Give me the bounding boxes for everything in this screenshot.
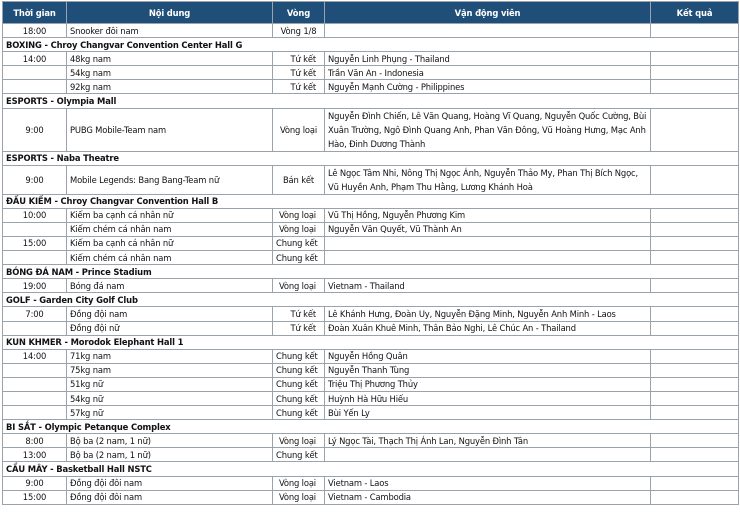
section-title: ESPORTS - Olympia Mall xyxy=(3,94,739,108)
cell-result xyxy=(651,80,739,94)
table-row xyxy=(3,490,739,504)
cell-time: 13:00 xyxy=(3,448,67,462)
table-row xyxy=(3,349,739,363)
header-result: Kết quả xyxy=(651,2,739,24)
cell-time xyxy=(3,363,67,377)
cell-time xyxy=(3,80,67,94)
cell-content: Kiếm ba cạnh cá nhân nữ xyxy=(67,208,273,222)
table-row xyxy=(3,208,739,222)
cell-athletes: Lê Ngọc Tâm Nhi, Nông Thị Ngọc Ánh, Nguyễn Thảo My, Phan Thị Bích Ngọc, Vũ Huyền Anh, Phạm Thu Hằng, Lương Khánh Hoà xyxy=(325,165,651,194)
cell-athletes: Lê Khánh Hưng, Đoàn Uy, Nguyễn Đặng Minh, Nguyễn Anh Minh - Laos xyxy=(325,307,651,321)
cell-time xyxy=(3,406,67,420)
section-title: ĐẤU KIẾM - Chroy Changvar Convention Hall B xyxy=(3,194,739,208)
header-row xyxy=(3,2,739,24)
cell-result xyxy=(651,391,739,405)
section-title: BI SẮT - Olympic Petanque Complex xyxy=(3,420,739,434)
cell-round: Tứ kết xyxy=(273,307,325,321)
section-title: BOXING - Chroy Changvar Convention Center Hall G xyxy=(3,38,739,52)
cell-time: 8:00 xyxy=(3,434,67,448)
table-row xyxy=(3,476,739,490)
cell-content: 71kg nam xyxy=(67,349,273,363)
cell-result xyxy=(651,321,739,335)
cell-athletes xyxy=(325,251,651,265)
cell-time: 18:00 xyxy=(3,24,67,38)
cell-round: Tứ kết xyxy=(273,52,325,66)
table-row xyxy=(3,222,739,236)
cell-round: Tứ kết xyxy=(273,66,325,80)
cell-result xyxy=(651,476,739,490)
cell-athletes: Bùi Yến Ly xyxy=(325,406,651,420)
cell-result xyxy=(651,363,739,377)
cell-result xyxy=(651,251,739,265)
table-row xyxy=(3,279,739,293)
table-row xyxy=(3,80,739,94)
cell-time: 19:00 xyxy=(3,279,67,293)
table-row xyxy=(3,321,739,335)
cell-time: 10:00 xyxy=(3,208,67,222)
cell-time: 14:00 xyxy=(3,349,67,363)
cell-round: Chung kết xyxy=(273,377,325,391)
cell-content: Snooker đôi nam xyxy=(67,24,273,38)
cell-athletes: Nguyễn Văn Quyết, Vũ Thành An xyxy=(325,222,651,236)
cell-result xyxy=(651,349,739,363)
cell-content: 92kg nam xyxy=(67,80,273,94)
cell-athletes xyxy=(325,448,651,462)
table-row xyxy=(3,52,739,66)
cell-round: Vòng loại xyxy=(273,490,325,504)
cell-athletes: Huỳnh Hà Hữu Hiếu xyxy=(325,391,651,405)
cell-athletes xyxy=(325,236,651,250)
cell-content: 57kg nữ xyxy=(67,406,273,420)
header-round: Vòng xyxy=(273,2,325,24)
cell-athletes: Vietnam - Cambodia xyxy=(325,490,651,504)
cell-time xyxy=(3,222,67,236)
section-row xyxy=(3,420,739,434)
section-row xyxy=(3,462,739,476)
cell-athletes: Nguyễn Đình Chiến, Lê Văn Quang, Hoàng Vĩ Quang, Nguyễn Quốc Cường, Bùi Xuân Trường, Ngô Đình Quang Anh, Phan Văn Đông, Vũ Hoàng Hưng, Mạc Anh Hào, Đinh Dương Thành xyxy=(325,108,651,151)
cell-round: Tứ kết xyxy=(273,80,325,94)
schedule-table xyxy=(2,1,739,505)
cell-result xyxy=(651,236,739,250)
cell-result xyxy=(651,307,739,321)
cell-result xyxy=(651,434,739,448)
cell-content: Kiếm chém cá nhân nam xyxy=(67,251,273,265)
cell-result xyxy=(651,108,739,151)
cell-time xyxy=(3,377,67,391)
cell-athletes: Nguyễn Thanh Tùng xyxy=(325,363,651,377)
cell-round: Chung kết xyxy=(273,448,325,462)
cell-round: Vòng loại xyxy=(273,434,325,448)
cell-time: 14:00 xyxy=(3,52,67,66)
cell-result xyxy=(651,406,739,420)
cell-athletes xyxy=(325,24,651,38)
cell-round: Vòng loại xyxy=(273,108,325,151)
cell-round: Tứ kết xyxy=(273,321,325,335)
cell-result xyxy=(651,165,739,194)
section-title: CẦU MÂY - Basketball Hall NSTC xyxy=(3,462,739,476)
cell-content: Mobile Legends: Bang Bang-Team nữ xyxy=(67,165,273,194)
cell-athletes: Triệu Thị Phương Thủy xyxy=(325,377,651,391)
section-row xyxy=(3,335,739,349)
cell-result xyxy=(651,24,739,38)
cell-round: Chung kết xyxy=(273,236,325,250)
cell-round: Vòng loại xyxy=(273,279,325,293)
cell-content: Bộ ba (2 nam, 1 nữ) xyxy=(67,448,273,462)
section-title: ESPORTS - Naba Theatre xyxy=(3,151,739,165)
table-row xyxy=(3,165,739,194)
cell-time xyxy=(3,66,67,80)
cell-round: Chung kết xyxy=(273,349,325,363)
cell-content: Kiếm ba cạnh cá nhân nữ xyxy=(67,236,273,250)
cell-time: 9:00 xyxy=(3,476,67,490)
section-row xyxy=(3,151,739,165)
cell-athletes: Vũ Thị Hồng, Nguyễn Phương Kim xyxy=(325,208,651,222)
cell-time xyxy=(3,251,67,265)
table-row xyxy=(3,391,739,405)
cell-athletes: Vietnam - Laos xyxy=(325,476,651,490)
cell-content: 75kg nam xyxy=(67,363,273,377)
cell-time xyxy=(3,321,67,335)
cell-result xyxy=(651,377,739,391)
header-time: Thời gian xyxy=(3,2,67,24)
cell-content: 51kg nữ xyxy=(67,377,273,391)
cell-time: 9:00 xyxy=(3,165,67,194)
table-row xyxy=(3,363,739,377)
cell-time: 7:00 xyxy=(3,307,67,321)
cell-round: Chung kết xyxy=(273,251,325,265)
section-title: GOLF - Garden City Golf Club xyxy=(3,293,739,307)
header-content: Nội dung xyxy=(67,2,273,24)
cell-content: Bóng đá nam xyxy=(67,279,273,293)
section-row xyxy=(3,38,739,52)
table-row xyxy=(3,377,739,391)
header-athletes: Vận động viên xyxy=(325,2,651,24)
cell-result xyxy=(651,66,739,80)
cell-content: PUBG Mobile-Team nam xyxy=(67,108,273,151)
cell-round: Chung kết xyxy=(273,391,325,405)
section-row xyxy=(3,265,739,279)
cell-result xyxy=(651,208,739,222)
cell-athletes: Nguyễn Linh Phụng - Thailand xyxy=(325,52,651,66)
cell-time xyxy=(3,391,67,405)
cell-content: 48kg nam xyxy=(67,52,273,66)
cell-content: Bộ ba (2 nam, 1 nữ) xyxy=(67,434,273,448)
cell-result xyxy=(651,279,739,293)
cell-round: Chung kết xyxy=(273,406,325,420)
cell-result xyxy=(651,222,739,236)
cell-content: 54kg nam xyxy=(67,66,273,80)
cell-round: Vòng loại xyxy=(273,476,325,490)
cell-result xyxy=(651,448,739,462)
cell-time: 15:00 xyxy=(3,236,67,250)
section-title: BÓNG ĐÁ NAM - Prince Stadium xyxy=(3,265,739,279)
cell-round: Vòng 1/8 xyxy=(273,24,325,38)
cell-athletes: Vietnam - Thailand xyxy=(325,279,651,293)
cell-athletes: Lý Ngọc Tài, Thạch Thị Ánh Lan, Nguyễn Đình Tân xyxy=(325,434,651,448)
table-row xyxy=(3,448,739,462)
cell-round: Chung kết xyxy=(273,363,325,377)
cell-content: Kiếm chém cá nhân nam xyxy=(67,222,273,236)
table-row xyxy=(3,108,739,151)
table-row xyxy=(3,406,739,420)
cell-round: Bán kết xyxy=(273,165,325,194)
cell-athletes: Nguyễn Hồng Quân xyxy=(325,349,651,363)
cell-content: Đồng đội đôi nam xyxy=(67,476,273,490)
section-row xyxy=(3,293,739,307)
cell-round: Vòng loại xyxy=(273,208,325,222)
cell-round: Vòng loại xyxy=(273,222,325,236)
cell-content: 54kg nữ xyxy=(67,391,273,405)
section-row xyxy=(3,94,739,108)
cell-athletes: Đoàn Xuân Khuê Minh, Thân Bảo Nghi, Lê Chúc An - Thailand xyxy=(325,321,651,335)
section-title: KUN KHMER - Morodok Elephant Hall 1 xyxy=(3,335,739,349)
cell-result xyxy=(651,490,739,504)
cell-athletes: Trần Văn An - Indonesia xyxy=(325,66,651,80)
table-row xyxy=(3,236,739,250)
table-row xyxy=(3,307,739,321)
table-row xyxy=(3,66,739,80)
cell-time: 9:00 xyxy=(3,108,67,151)
table-row xyxy=(3,251,739,265)
cell-content: Đồng đội đôi nam xyxy=(67,490,273,504)
table-row xyxy=(3,434,739,448)
cell-content: Đồng đội nữ xyxy=(67,321,273,335)
section-row xyxy=(3,194,739,208)
table-row xyxy=(3,24,739,38)
cell-content: Đồng đội nam xyxy=(67,307,273,321)
cell-athletes: Nguyễn Mạnh Cường - Philippines xyxy=(325,80,651,94)
cell-result xyxy=(651,52,739,66)
cell-time: 15:00 xyxy=(3,490,67,504)
